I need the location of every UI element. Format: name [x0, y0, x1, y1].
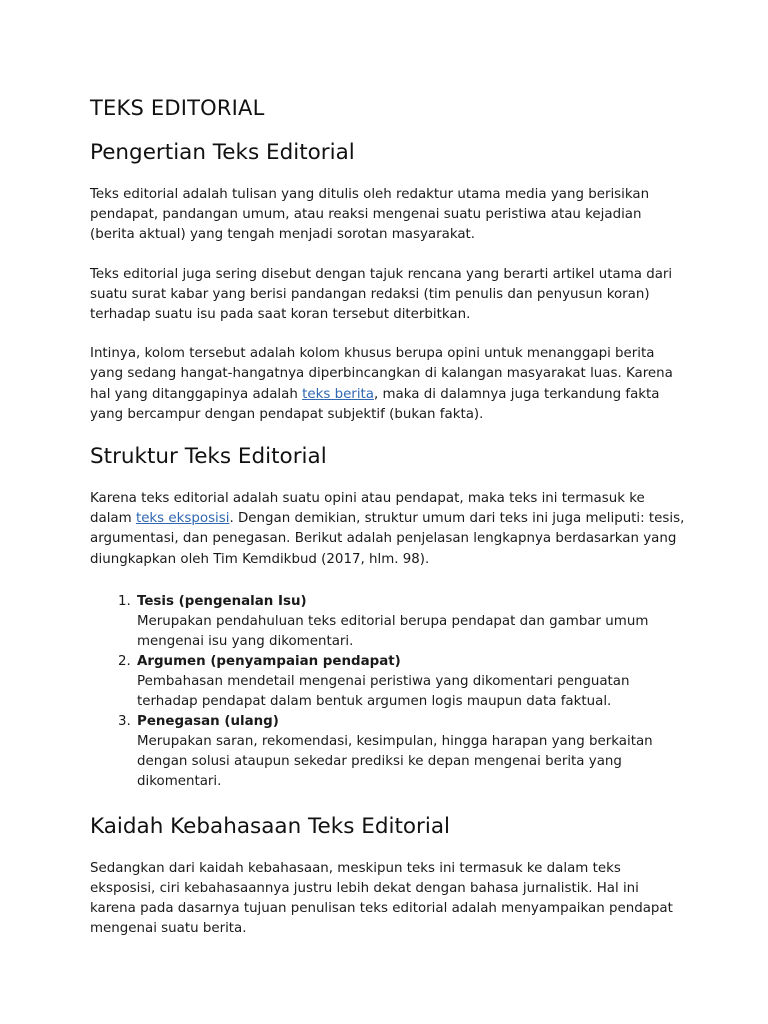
list-item-title: Tesis (pengenalan Isu) — [137, 593, 307, 609]
struktur-list — [90, 592, 688, 792]
list-item-description: Merupakan saran, rekomendasi, kesimpulan, hingga harapan yang berkaitan dengan solusi ataupun sekedar prediksi ke depan mengenai berita yang dikomentari. — [137, 733, 653, 789]
link-teks-eksposisi[interactable]: teks eksposisi — [135, 511, 230, 527]
list-item — [135, 712, 688, 792]
paragraph-text: Intinya, kolom tersebut adalah kolom khusus berupa opini untuk menanggapi berita yang sedang hangat-hangatnya diperbincangkan di kalangan masyarakat luas. Karena hal yang ditanggapinya adalah — [90, 346, 673, 402]
paragraph-text: Karena teks editorial adalah suatu opini atau pendapat, maka teks ini termasuk ke dalam — [90, 491, 645, 527]
paragraph-text: , maka di dalamnya juga terkandung fakta yang bercampur dengan pendapat subjektif (bukan fakta). — [90, 386, 660, 422]
document-title: TEKS EDITORIAL — [90, 96, 265, 120]
heading-pengertian: Pengertian Teks Editorial — [90, 140, 355, 165]
list-item-description: Pembahasan mendetail mengenai peristiwa yang dikomentari penguatan terhadap pendapat dalam bentuk argumen logis maupun data faktual. — [137, 673, 630, 709]
list-item — [135, 652, 688, 712]
paragraph-text: . Dengan demikian, struktur umum dari teks ini juga meliputi: tesis, argumentasi, dan penegasan. Berikut adalah penjelasan lengkapnya berdasarkan yang diungkapkan oleh Tim Kemdikbud (2017, hlm. 98). — [90, 511, 685, 567]
link-teks-berita[interactable]: teks berita — [302, 386, 374, 402]
paragraph-struktur-intro — [90, 489, 688, 570]
heading-kaidah: Kaidah Kebahasaan Teks Editorial — [90, 813, 450, 839]
list-item-title: Penegasan (ulang) — [137, 713, 279, 729]
paragraph-pengertian-3 — [90, 344, 688, 425]
heading-struktur: Struktur Teks Editorial — [90, 444, 327, 470]
list-item-title: Argumen (penyampaian pendapat) — [137, 653, 401, 669]
paragraph-pengertian-1: Teks editorial adalah tulisan yang ditulis oleh redaktur utama media yang berisikan pendapat, pandangan umum, atau reaksi mengenai suatu peristiwa atau kejadian (berita aktual) yang tengah menjadi sorotan masyarakat. — [90, 187, 650, 243]
paragraph-pengertian-2: Teks editorial juga sering disebut dengan tajuk rencana yang berarti artikel utama dari suatu surat kabar yang berisi pandangan redaksi (tim penulis dan penyusun koran) terhadap suatu isu pada saat koran tersebut diterbitkan. — [90, 266, 673, 323]
paragraph-kaidah-1: Sedangkan dari kaidah kebahasaan, meskipun teks ini termasuk ke dalam teks eksposisi, ciri kebahasaannya justru lebih dekat dengan bahasa jurnalistik. Hal ini karena pada dasarnya tujuan penulisan teks editorial adalah menyampaikan pendapat mengenai suatu berita. — [90, 860, 673, 937]
list-item — [135, 592, 688, 652]
list-item-description: Merupakan pendahuluan teks editorial berupa pendapat dan gambar umum mengenai isu yang dikomentari. — [137, 613, 649, 649]
